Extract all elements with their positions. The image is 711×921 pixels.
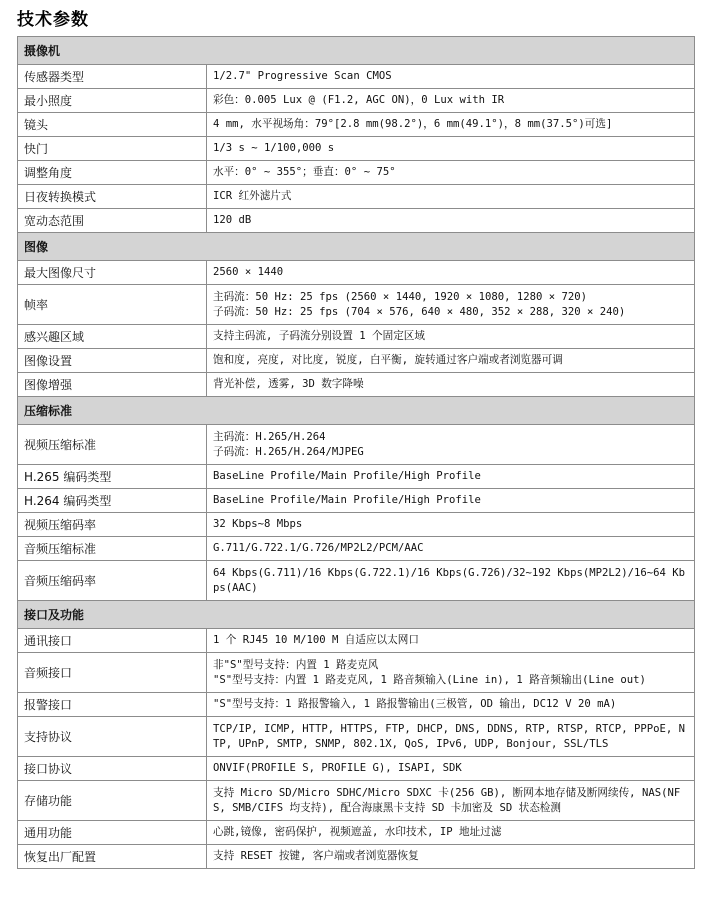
spec-row [18,693,695,717]
spec-value: BaseLine Profile/Main Profile/High Profile [207,465,695,489]
spec-value: 64 Kbps(G.711)/16 Kbps(G.722.1)/16 Kbps(G.726)/32~192 Kbps(MP2L2)/16~64 Kbps(AAC) [207,561,695,601]
spec-row [18,285,695,325]
spec-value: 1/2.7" Progressive Scan CMOS [207,65,695,89]
spec-value: ICR 红外滤片式 [207,185,695,209]
spec-label: 宽动态范围 [18,209,207,233]
spec-value: 32 Kbps~8 Mbps [207,513,695,537]
spec-value: BaseLine Profile/Main Profile/High Profile [207,489,695,513]
spec-row [18,821,695,845]
spec-label: 快门 [18,137,207,161]
spec-value: TCP/IP, ICMP, HTTP, HTTPS, FTP, DHCP, DNS, DDNS, RTP, RTSP, RTCP, PPPoE, NTP, UPnP, SMTP, SNMP, 802.1X, QoS, IPv6, UDP, Bonjour, SSL/TLS [207,717,695,757]
spec-value: 彩色：0.005 Lux @ (F1.2, AGC ON)，0 Lux with IR [207,89,695,113]
spec-row [18,161,695,185]
spec-label: H.265 编码类型 [18,465,207,489]
spec-value: 支持 RESET 按键, 客户端或者浏览器恢复 [207,845,695,869]
spec-label: 接口协议 [18,757,207,781]
section-title: 图像 [18,233,695,261]
section-header [18,397,695,425]
spec-row [18,325,695,349]
spec-label: 镜头 [18,113,207,137]
spec-label: 图像增强 [18,373,207,397]
spec-label: 通讯接口 [18,629,207,653]
spec-value: 1 个 RJ45 10 M/100 M 自适应以太网口 [207,629,695,653]
spec-row [18,537,695,561]
spec-label: 视频压缩标准 [18,425,207,465]
spec-row [18,373,695,397]
spec-label: 视频压缩码率 [18,513,207,537]
spec-row [18,89,695,113]
spec-label: 最大图像尺寸 [18,261,207,285]
section-header [18,601,695,629]
section-title: 压缩标准 [18,397,695,425]
spec-row [18,349,695,373]
spec-label: 报警接口 [18,693,207,717]
spec-row [18,629,695,653]
spec-label: 帧率 [18,285,207,325]
spec-value: G.711/G.722.1/G.726/MP2L2/PCM/AAC [207,537,695,561]
spec-value: 水平：0° ~ 355°；垂直：0° ~ 75° [207,161,695,185]
spec-label: 传感器类型 [18,65,207,89]
spec-row [18,465,695,489]
spec-row [18,489,695,513]
spec-value: 饱和度, 亮度, 对比度, 锐度, 白平衡, 旋转通过客户端或者浏览器可调 [207,349,695,373]
spec-label: 通用功能 [18,821,207,845]
page-title: 技术参数 [17,10,89,30]
spec-label: 日夜转换模式 [18,185,207,209]
spec-row [18,653,695,693]
spec-value: 120 dB [207,209,695,233]
spec-row [18,561,695,601]
spec-label: 支持协议 [18,717,207,757]
spec-row [18,261,695,285]
spec-label: 图像设置 [18,349,207,373]
spec-value: ONVIF(PROFILE S, PROFILE G), ISAPI, SDK [207,757,695,781]
spec-row [18,209,695,233]
spec-value: "S"型号支持：1 路报警输入, 1 路报警输出(三极管, OD 输出, DC12 V 20 mA) [207,693,695,717]
spec-label: 音频压缩码率 [18,561,207,601]
spec-value: 2560 × 1440 [207,261,695,285]
spec-label: 感兴趣区域 [18,325,207,349]
spec-label: 恢复出厂配置 [18,845,207,869]
spec-value: 4 mm, 水平视场角：79°[2.8 mm(98.2°)，6 mm(49.1°)，8 mm(37.5°)可选] [207,113,695,137]
spec-value: 支持 Micro SD/Micro SDHC/Micro SDXC 卡(256 GB), 断网本地存储及断网续传, NAS(NFS, SMB/CIFS 均支持), 配合海康黑卡支持 SD 卡加密及 SD 状态检测 [207,781,695,821]
spec-row [18,65,695,89]
spec-row [18,185,695,209]
spec-row [18,425,695,465]
spec-value: 主码流：50 Hz: 25 fps (2560 × 1440, 1920 × 1080, 1280 × 720) 子码流：50 Hz: 25 fps (704 × 576, 640 × 480, 352 × 288, 320 × 240) [207,285,695,325]
section-header [18,37,695,65]
spec-label: H.264 编码类型 [18,489,207,513]
spec-value: 心跳,镜像, 密码保护, 视频遮盖, 水印技术, IP 地址过滤 [207,821,695,845]
section-title: 接口及功能 [18,601,695,629]
section-title: 摄像机 [18,37,695,65]
spec-row [18,845,695,869]
spec-table [17,36,695,869]
spec-row [18,137,695,161]
spec-value: 背光补偿, 透雾, 3D 数字降噪 [207,373,695,397]
spec-value: 主码流：H.265/H.264 子码流：H.265/H.264/MJPEG [207,425,695,465]
spec-label: 最小照度 [18,89,207,113]
spec-row [18,513,695,537]
spec-label: 存储功能 [18,781,207,821]
spec-label: 调整角度 [18,161,207,185]
section-header [18,233,695,261]
spec-row [18,757,695,781]
spec-value: 非"S"型号支持：内置 1 路麦克风 "S"型号支持：内置 1 路麦克风, 1 路音频输入(Line in), 1 路音频输出(Line out) [207,653,695,693]
spec-row [18,717,695,757]
spec-label: 音频压缩标准 [18,537,207,561]
spec-row [18,781,695,821]
spec-label: 音频接口 [18,653,207,693]
spec-value: 1/3 s ~ 1/100,000 s [207,137,695,161]
spec-value: 支持主码流, 子码流分别设置 1 个固定区域 [207,325,695,349]
spec-row [18,113,695,137]
